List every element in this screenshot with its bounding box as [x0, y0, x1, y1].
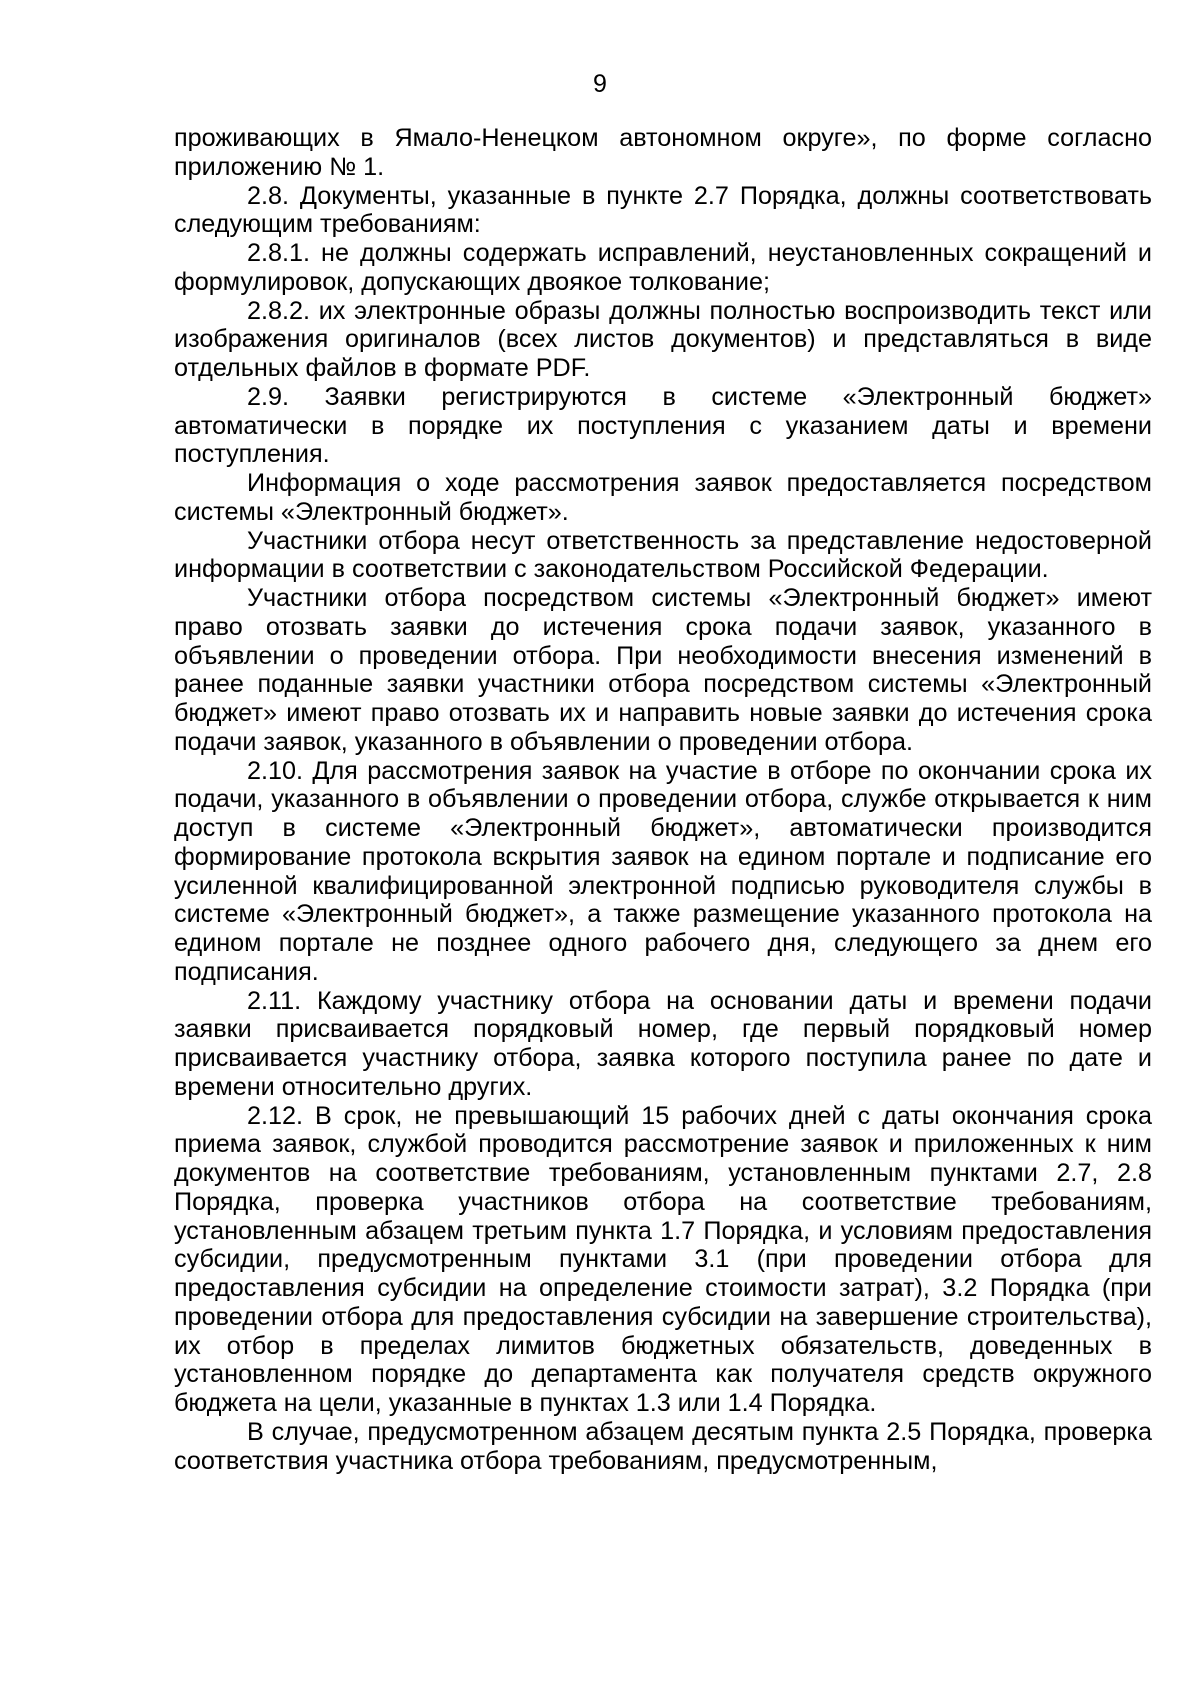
paragraph-responsibility: Участники отбора несут ответственность за представление недостоверной информации в соответствии с законодательством Российской Федерации.	[174, 526, 1152, 584]
paragraph-review-info: Информация о ходе рассмотрения заявок предоставляется посредством системы «Электронный бюджет».	[174, 469, 1152, 526]
document-body	[174, 124, 1152, 1475]
paragraph-continuation: проживающих в Ямало-Ненецком автономном округе», по форме согласно приложению № 1.	[174, 124, 1152, 181]
paragraph-2-9: 2.9. Заявки регистрируются в системе «Электронный бюджет» автоматически в порядке их поступления с указанием даты и времени поступления.	[174, 382, 1152, 469]
page-number: 9	[593, 70, 607, 98]
paragraph-2-8-1: 2.8.1. не должны содержать исправлений, неустановленных сокращений и формулировок, допускающих двоякое толкование;	[174, 239, 1152, 296]
paragraph-case-2-5: В случае, предусмотренном абзацем десятым пункта 2.5 Порядка, проверка соответствия участника отбора требованиям, предусмотренным,	[174, 1417, 1152, 1475]
paragraph-withdrawal: Участники отбора посредством системы «Электронный бюджет» имеют право отозвать заявки до истечения срока подачи заявок, указанного в объявлении о проведении отбора. При необходимости внесения изменений в ранее поданные заявки участники отбора посредством системы «Электронный бюджет» имеют право отозвать их и направить новые заявки до истечения срока подачи заявок, указанного в объявлении о проведении отбора.	[174, 584, 1152, 756]
paragraph-2-8: 2.8. Документы, указанные в пункте 2.7 Порядка, должны соответствовать следующим требованиям:	[174, 181, 1152, 239]
paragraph-2-10: 2.10. Для рассмотрения заявок на участие в отборе по окончании срока их подачи, указанного в объявлении о проведении отбора, службе открывается к ним доступ в системе «Электронный бюджет», автоматически производится формирование протокола вскрытия заявок на едином портале и подписание его усиленной квалифицированной электронной подписью руководителя службы в системе «Электронный бюджет», а также размещение указанного протокола на едином портале не позднее одного рабочего дня, следующего за днем его подписания.	[174, 756, 1152, 986]
paragraph-2-8-2: 2.8.2. их электронные образы должны полностью воспроизводить текст или изображения оригиналов (всех листов документов) и представляться в виде отдельных файлов в формате PDF.	[174, 296, 1152, 382]
paragraph-2-11: 2.11. Каждому участнику отбора на основании даты и времени подачи заявки присваивается порядковый номер, где первый порядковый номер присваивается участнику отбора, заявка которого поступила ранее по дате и времени относительно других.	[174, 986, 1152, 1101]
paragraph-2-12: 2.12. В срок, не превышающий 15 рабочих дней с даты окончания срока приема заявок, службой проводится рассмотрение заявок и приложенных к ним документов на соответствие требованиям, установленным пунктами 2.7, 2.8 Порядка, проверка участников отбора на соответствие требованиям, установленным абзацем третьим пункта 1.7 Порядка, и условиям предоставления субсидии, предусмотренным пунктами 3.1 (при проведении отбора для предоставления субсидии на определение стоимости затрат), 3.2 Порядка (при проведении отбора для предоставления субсидии на завершение строительства), их отбор в пределах лимитов бюджетных обязательств, доведенных в установленном порядке до департамента как получателя средств окружного бюджета на цели, указанные в пунктах 1.3 или 1.4 Порядка.	[174, 1101, 1152, 1417]
